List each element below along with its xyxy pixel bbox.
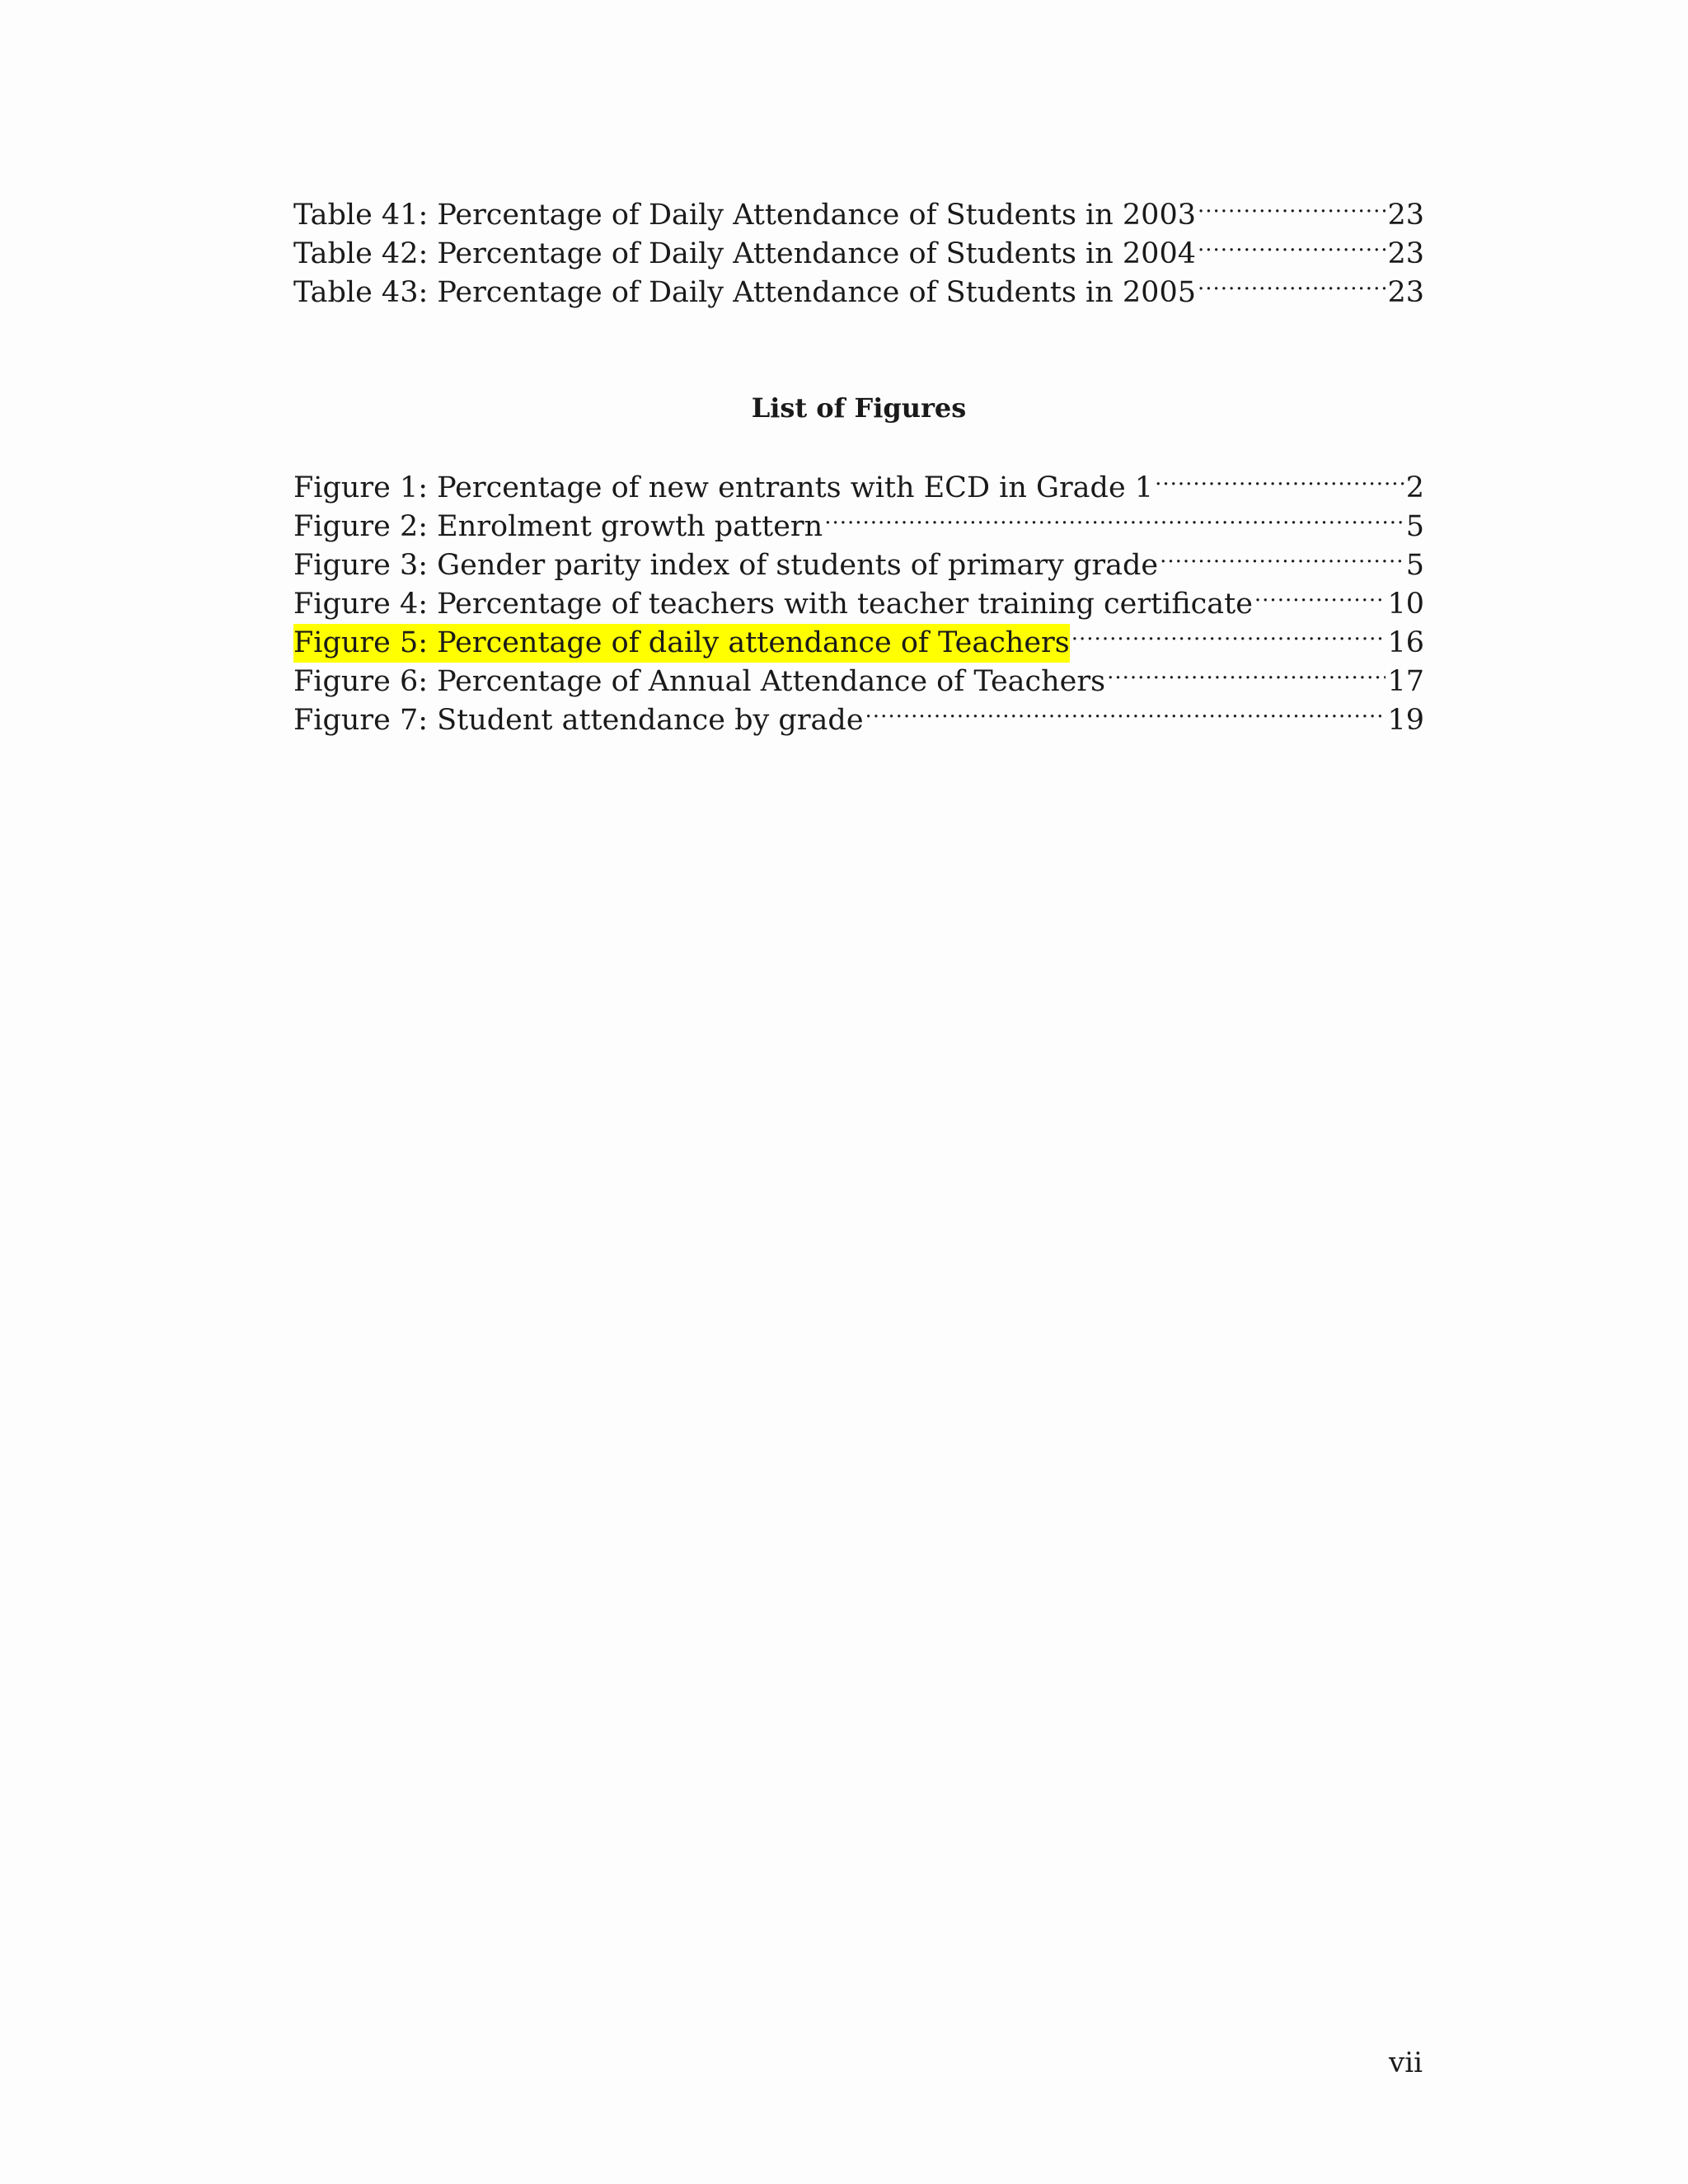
toc-entry[interactable] [293, 458, 1424, 504]
toc-entry-page: 5 [1405, 549, 1424, 582]
dot-leader [1160, 536, 1404, 574]
toc-entry-label: Table 42: Percentage of Daily Attendance of Students in 2004 [293, 237, 1196, 270]
toc-entry-page: 23 [1387, 199, 1424, 232]
highlighted-toc-entry-label: Figure 5: Percentage of daily attendance of Teachers [293, 624, 1070, 663]
list-of-tables [293, 185, 1424, 309]
dot-leader [1198, 263, 1386, 302]
toc-entry[interactable] [293, 185, 1424, 232]
toc-entry-label: Figure 7: Student attendance by grade [293, 704, 864, 737]
toc-entry-label: Figure 1: Percentage of new entrants with ECD in Grade 1 [293, 471, 1154, 504]
toc-entry-page: 23 [1387, 276, 1424, 309]
dot-leader [865, 691, 1386, 729]
dot-leader [824, 497, 1404, 536]
dot-leader [1198, 224, 1386, 263]
toc-entry-label: Figure 3: Gender parity index of students of primary grade [293, 549, 1159, 582]
list-of-figures [293, 458, 1424, 737]
toc-entry-page: 10 [1387, 588, 1424, 621]
dot-leader [1107, 652, 1386, 691]
dot-leader [1198, 185, 1386, 224]
toc-entry-label: Figure 4: Percentage of teachers with teacher training certificate [293, 588, 1253, 621]
page-number: vii [1389, 2046, 1423, 2079]
toc-entry-page: 2 [1405, 471, 1424, 504]
toc-entry-page: 16 [1387, 626, 1424, 659]
dot-leader [1155, 458, 1404, 497]
toc-entry-page: 17 [1387, 665, 1424, 698]
toc-entry-page: 5 [1405, 510, 1424, 543]
section-heading: List of Figures [751, 392, 967, 424]
toc-entry-label: Figure 6: Percentage of Annual Attendance of Teachers [293, 665, 1106, 698]
dot-leader [1071, 613, 1386, 652]
toc-entry-label: Table 43: Percentage of Daily Attendance of Students in 2005 [293, 276, 1196, 309]
toc-entry-page: 23 [1387, 237, 1424, 270]
toc-entry-page: 19 [1387, 704, 1424, 737]
toc-entry-label: Figure 2: Enrolment growth pattern [293, 510, 823, 543]
toc-entry-label: Table 41: Percentage of Daily Attendance of Students in 2003 [293, 199, 1196, 232]
dot-leader [1254, 574, 1386, 613]
